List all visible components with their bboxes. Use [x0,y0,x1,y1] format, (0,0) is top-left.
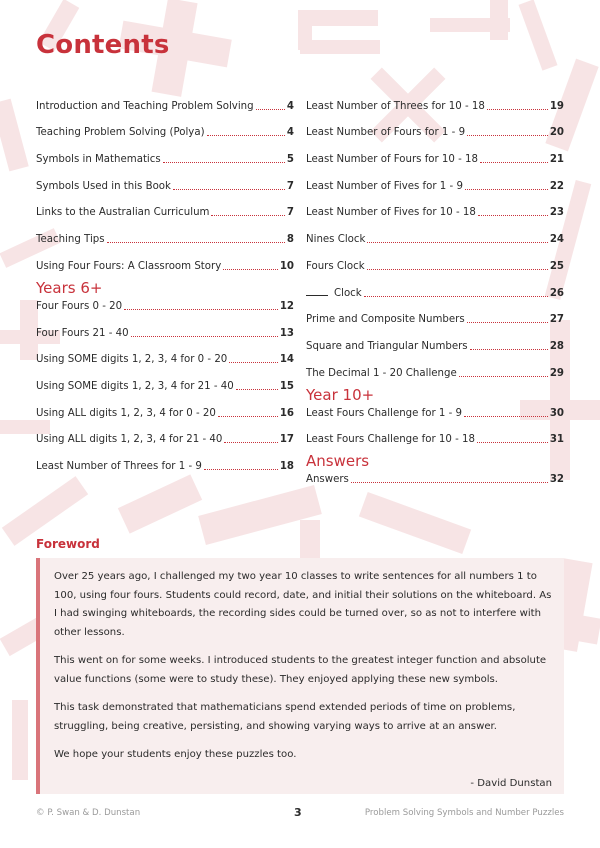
dotted-leader [467,135,548,136]
toc-entry-title: Least Number of Fives for 1 - 9 [306,180,463,192]
toc-entry-page: 16 [279,407,294,419]
toc-entry[interactable] [36,420,294,447]
toc-entry[interactable] [36,246,294,273]
toc-entry-title: Teaching Tips [36,234,105,246]
section-heading-years6: Years 6+ [36,278,103,297]
toc-entry[interactable] [306,86,564,113]
dotted-leader [236,389,278,390]
dotted-leader [224,442,277,443]
toc-entry-page: 7 [286,180,294,192]
dotted-leader [207,135,285,136]
toc-entry[interactable] [306,470,564,486]
foreword-paragraph: Over 25 years ago, I challenged my two year 10 classes to write sentences for all numbers 1 to 100, using four fours. Students could record, date, and initial their solutions on the whiteboard. As I had swinging whiteboards, the recording sides could be turned over, so as not to interfere with other lessons. [54,571,552,638]
toc-entry[interactable] [36,393,294,420]
toc-entry-page: 4 [286,100,294,112]
toc-left-list [36,86,294,273]
toc-entry-title: Least Fours Challenge for 1 - 9 [306,407,463,419]
toc-entry[interactable] [306,166,564,193]
toc-entry-title: Using SOME digits 1, 2, 3, 4 for 0 - 20 [36,354,228,366]
toc-entry-title: Least Number of Fours for 10 - 18 [306,154,479,166]
toc-entry-page: 14 [279,354,294,366]
toc-entry-title: Fours Clock [306,260,365,272]
toc-entry[interactable] [36,139,294,166]
toc-year10-list [306,404,564,447]
toc-entry-page: 7 [286,207,294,219]
toc-entry[interactable] [306,353,564,380]
toc-years6-list [36,297,294,473]
toc-entry[interactable] [306,113,564,140]
toc-entry-title: Least Number of Fives for 10 - 18 [306,207,476,219]
dotted-leader [107,242,285,243]
toc-entry-page: 19 [549,100,564,112]
blank-line [306,286,328,296]
toc-entry-page: 10 [279,260,294,272]
dotted-leader [211,215,284,216]
toc-entry[interactable] [36,166,294,193]
toc-entry[interactable] [36,366,294,393]
toc-entry-title: Introduction and Teaching Problem Solving [36,100,254,112]
dotted-leader [351,482,548,483]
toc-entry[interactable] [36,113,294,140]
toc-entry[interactable] [306,193,564,220]
toc-entry[interactable] [306,273,564,300]
toc-entry[interactable] [306,326,564,353]
toc-entry-title: Symbols Used in this Book [36,180,171,192]
dotted-leader [465,189,548,190]
section-heading-year10: Year 10+ [306,385,375,404]
toc-entry-page: 24 [549,234,564,246]
toc-entry[interactable] [306,219,564,246]
toc-entry-page: 29 [549,367,564,379]
toc-entry-page: 26 [549,287,564,299]
toc-entry-page: 13 [279,327,294,339]
toc-entry[interactable] [36,193,294,220]
toc-entry-page: 25 [549,260,564,272]
dotted-leader [256,109,285,110]
toc-answers-list [306,470,564,486]
toc-entry-page: 23 [549,207,564,219]
dotted-leader [124,309,278,310]
dotted-leader [459,376,548,377]
toc-entry[interactable] [306,139,564,166]
toc-entry-title: Nines Clock [306,234,366,246]
toc-right-column [306,86,564,486]
toc-entry-title: Least Fours Challenge for 10 - 18 [306,434,475,446]
toc-entry-title: Using Four Fours: A Classroom Story [36,260,222,272]
toc-entry[interactable] [36,313,294,340]
toc-entry-page: 21 [549,154,564,166]
dotted-leader [464,416,548,417]
foreword-box [36,558,564,794]
dotted-leader [173,189,285,190]
footer-copyright: © P. Swan & D. Dunstan [36,808,141,818]
toc-entry-title: Least Number of Fours for 1 - 9 [306,127,466,139]
toc-entry[interactable] [36,340,294,367]
footer-book-title: Problem Solving Symbols and Number Puzzles [364,808,564,818]
foreword-title: Foreword [36,537,100,551]
footer-page-number: 3 [294,806,302,819]
toc-entry-title: Answers [306,474,349,486]
toc-entry[interactable] [306,246,564,273]
toc-entry-page: 28 [549,340,564,352]
dotted-leader [229,362,278,363]
dotted-leader [470,349,548,350]
dotted-leader [364,296,548,297]
toc-entry-title: Least Number of Threes for 1 - 9 [36,460,202,472]
toc-entry-title: Least Number of Threes for 10 - 18 [306,100,485,112]
toc-entry[interactable] [36,86,294,113]
dotted-leader [218,416,278,417]
dotted-leader [477,442,548,443]
toc-entry-page: 20 [549,127,564,139]
dotted-leader [487,109,548,110]
toc-entry-page: 15 [279,380,294,392]
toc-entry[interactable] [306,404,564,420]
toc-entry[interactable] [36,219,294,246]
toc-entry-title: Using SOME digits 1, 2, 3, 4 for 21 - 40 [36,380,234,392]
toc-right-list [306,86,564,380]
toc-entry-title: Four Fours 0 - 20 [36,300,123,312]
toc-entry-title: Using ALL digits 1, 2, 3, 4 for 0 - 20 [36,407,216,419]
foreword-paragraph: This task demonstrated that mathematicians spend extended periods of time on problems, struggling, being creative, persisting, and showing varying ways to arrive at an answer. [54,702,516,732]
toc-entry[interactable] [306,300,564,327]
toc-entry-title: Square and Triangular Numbers [306,340,468,352]
foreword-paragraph: This went on for some weeks. I introduced students to the greatest integer function and absolute value functions (some were to study these). They enjoyed applying these new symbols. [54,655,547,685]
toc-entry-title-text: Clock [334,287,362,299]
toc-entry-title: Links to the Australian Curriculum [36,207,210,219]
toc-entry-title: Prime and Composite Numbers [306,314,465,326]
toc-entry-title: Teaching Problem Solving (Polya) [36,127,205,139]
toc-entry-page: 4 [286,127,294,139]
dotted-leader [223,269,278,270]
toc-entry-page: 22 [549,180,564,192]
dotted-leader [131,336,278,337]
dotted-leader [367,242,547,243]
dotted-leader [163,162,285,163]
toc-entry[interactable] [36,446,294,473]
toc-entry-title: Four Fours 21 - 40 [36,327,129,339]
dotted-leader [367,269,548,270]
toc-entry-title: Symbols in Mathematics [36,154,161,166]
toc-entry-page: 18 [279,460,294,472]
dotted-leader [204,469,278,470]
page-title: Contents [36,30,170,60]
toc-entry-page: 12 [279,300,294,312]
foreword-signature: - David Dunstan [470,777,552,789]
toc-entry-title: The Decimal 1 - 20 Challenge [306,367,457,379]
dotted-leader [480,162,548,163]
toc-entry-page: 27 [549,314,564,326]
section-heading-answers: Answers [306,452,370,471]
toc-left-column [36,86,294,473]
toc-entry-page: 31 [549,434,564,446]
toc-entry[interactable] [36,297,294,313]
toc-entry-title [306,286,362,300]
toc-entry-page: 17 [279,434,294,446]
toc-entry-page: 8 [286,234,294,246]
toc-entry-title: Using ALL digits 1, 2, 3, 4 for 21 - 40 [36,434,223,446]
toc-entry[interactable] [306,420,564,447]
dotted-leader [478,215,548,216]
dotted-leader [467,322,548,323]
toc-entry-page: 32 [549,474,564,486]
foreword-paragraph: We hope your students enjoy these puzzles too. [54,749,297,760]
toc-entry-page: 5 [286,154,294,166]
toc-entry-page: 30 [549,407,564,419]
